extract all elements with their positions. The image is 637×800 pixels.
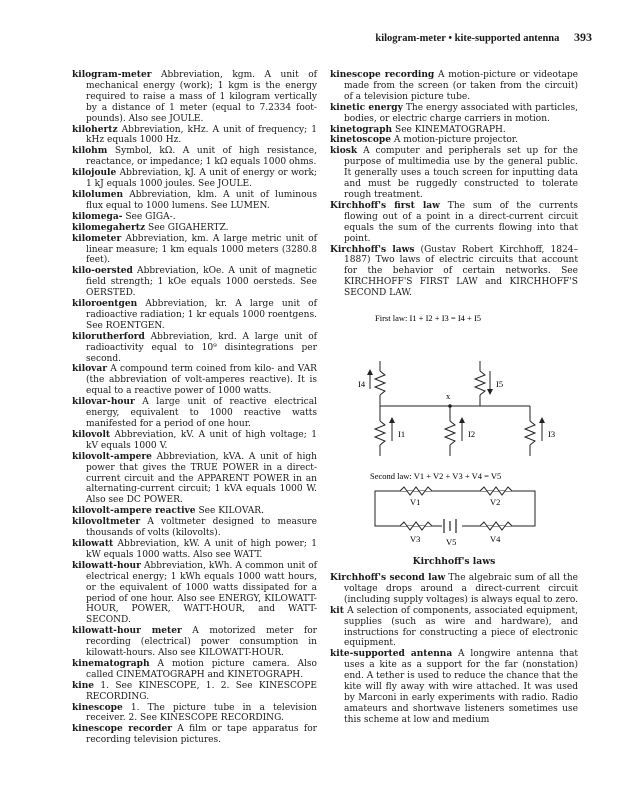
entry-term: kilowatt bbox=[72, 538, 114, 549]
entry-definition: Abbreviation, kOe. A unit of magnetic field strength; 1 kOe equals 1000 oersteds. See OERSTED. bbox=[86, 266, 317, 299]
entry-term: kinescope recording bbox=[330, 70, 435, 80]
dictionary-entry bbox=[72, 626, 317, 659]
entry-definition: The sum of the currents flowing out of a point in a direct-current circuit equals the sum of the currents flowing into that point. bbox=[344, 200, 578, 244]
running-title: kilogram-meter • kite-supported antenna bbox=[375, 33, 560, 44]
dictionary-entry bbox=[72, 397, 317, 430]
dictionary-entry bbox=[72, 430, 317, 452]
entry-definition: The algebraic sum of all the voltage drops around a direct-current circuit (including supply voltages) is always equal to zero. bbox=[344, 573, 578, 605]
dictionary-entry bbox=[330, 573, 578, 606]
dictionary-entry bbox=[330, 103, 578, 125]
entry-term: kilowatt-hour bbox=[72, 560, 141, 571]
entry-definition: A motorized meter for recording (electrical) power consumption in kilowatt-hours. Also see KILOWATT-HOUR. bbox=[86, 626, 317, 659]
dictionary-entry bbox=[330, 606, 578, 650]
entry-term: kilomegahertz bbox=[72, 222, 146, 233]
dictionary-entry bbox=[330, 649, 578, 725]
dictionary-entry bbox=[72, 168, 317, 190]
entry-term: kine bbox=[72, 680, 95, 691]
entry-definition: Abbreviation, kVA. A unit of high power that gives the TRUE POWER in a direct-current circuit and the APPARENT POWER in an alternating-current circuit; 1 kVA equals 1000 W. Also see DC POWER. bbox=[86, 451, 317, 506]
dictionary-entry bbox=[330, 70, 578, 103]
entry-term: kilohertz bbox=[72, 124, 118, 135]
entry-term: kilovolt-ampere reactive bbox=[72, 506, 196, 517]
entry-term: kiosk bbox=[330, 146, 358, 157]
dictionary-entry bbox=[72, 146, 317, 168]
dictionary-entry bbox=[330, 146, 578, 201]
dictionary-entry bbox=[72, 234, 317, 267]
entry-definition: Abbreviation, kr. A large unit of radioactive radiation; 1 kr equals 1000 roentgens. See ROENTGEN. bbox=[86, 299, 317, 331]
entry-definition: Abbreviation, kJ. A unit of energy or work; 1 kJ equals 1000 joules. See JOULE. bbox=[86, 168, 317, 190]
entry-definition: 1. The picture tube in a television receiver. 2. See KINESCOPE RECORDING. bbox=[86, 702, 317, 724]
entry-definition: A longwire antenna that uses a kite as a support for the far (nonstation) end. A tether is used to reduce the chance that the kite will fly away with wire attached. It was used by Marconi in early experiments with radio. Radio amateurs and shortwave listeners sometimes use this scheme at low and medium bbox=[344, 649, 578, 725]
entry-term: kilowatt-hour meter bbox=[72, 626, 182, 637]
label-i1: I1 bbox=[398, 429, 406, 440]
dictionary-entry bbox=[72, 561, 317, 626]
dictionary-entry bbox=[72, 299, 317, 332]
entry-term: kinescope recorder bbox=[72, 724, 172, 735]
left-column bbox=[72, 70, 317, 746]
entry-term: kilometer bbox=[72, 233, 122, 244]
entry-definition: Symbol, kΩ. A unit of high resistance, reactance, or impedance; 1 kΩ equals 1000 ohms. bbox=[86, 146, 317, 168]
dictionary-entry bbox=[330, 125, 578, 136]
dictionary-entry bbox=[72, 266, 317, 299]
entry-definition: See GIGA-. bbox=[125, 211, 176, 222]
entry-definition: See GIGAHERTZ. bbox=[148, 222, 229, 233]
running-header bbox=[72, 30, 592, 45]
right-entries-top bbox=[330, 70, 578, 299]
label-i5: I5 bbox=[496, 379, 504, 390]
dictionary-entry bbox=[72, 212, 317, 223]
dictionary-entry bbox=[72, 724, 317, 746]
dictionary-entry bbox=[72, 659, 317, 681]
battery-gap bbox=[442, 518, 462, 534]
label-v4: V4 bbox=[490, 534, 501, 545]
entry-definition: A motion-picture or videotape made from the screen (or taken from the circuit) of a television picture tube. bbox=[344, 70, 578, 102]
entry-term: kilohm bbox=[72, 146, 108, 157]
label-i3: I3 bbox=[548, 429, 556, 440]
entry-term: Kirchhoff's laws bbox=[330, 244, 415, 255]
entry-definition: A film or tape apparatus for recording television pictures. bbox=[86, 724, 317, 746]
dictionary-entry bbox=[72, 190, 317, 212]
entry-term: kinescope bbox=[72, 702, 123, 713]
right-entries-bottom bbox=[330, 573, 578, 726]
entry-term: kinetic energy bbox=[330, 102, 403, 113]
entry-definition: The energy associated with particles, bodies, or electric charge carriers in motion. bbox=[344, 102, 578, 124]
entry-definition: Abbreviation, kW. A unit of high power; 1 kW equals 1000 watts. Also see WATT. bbox=[86, 538, 317, 560]
entry-term: Kirchhoff's second law bbox=[330, 573, 446, 584]
entry-definition: Abbreviation, kgm. A unit of mechanical energy (work); 1 kgm is the energy required to raise a mass of 1 kilogram vertically by a distance of 1 meter (equal to 7.2334 foot-pounds). Also see JOULE. bbox=[86, 70, 317, 124]
label-v3: V3 bbox=[410, 534, 421, 545]
entry-definition: A motion picture camera. Also called CINEMATOGRAPH and KINETOGRAPH. bbox=[86, 658, 317, 680]
entry-term: kilovolt bbox=[72, 429, 111, 440]
entry-definition: Abbreviation, krd. A large unit of radioactivity equal to 10⁹ disintegrations per second. bbox=[86, 331, 317, 364]
second-law-text: Second law: V1 + V2 + V3 + V4 = V5 bbox=[370, 471, 502, 482]
entry-term: Kirchhoff's first law bbox=[330, 200, 440, 211]
dictionary-entry bbox=[72, 364, 317, 397]
entry-term: kilogram-meter bbox=[72, 70, 152, 80]
entry-term: kiloroentgen bbox=[72, 299, 138, 310]
entry-definition: A large unit of reactive electrical energy, equivalent to 1000 reactive watts manifested for a period of one hour. bbox=[86, 397, 317, 429]
entry-definition: Abbreviation, kWh. A common unit of electrical energy; 1 kWh equals 1000 watt hours, or the equivalent of 1000 watts dissipated for a period of one hour. Also see ENERGY, KILOWATT-HOUR, POWER, WATT-HOUR, and WATT-SECOND. bbox=[86, 560, 317, 626]
entry-term: kinematograph bbox=[72, 658, 150, 669]
entry-definition: See KINEMATOGRAPH. bbox=[395, 124, 506, 135]
first-law-text: First law: I1 + I2 + I3 = I4 + I5 bbox=[375, 313, 482, 324]
dictionary-entry bbox=[72, 517, 317, 539]
entry-term: kilovoltmeter bbox=[72, 517, 141, 528]
dictionary-entry bbox=[72, 681, 317, 703]
entry-definition: A motion-picture projector. bbox=[393, 135, 519, 146]
entry-term: kilojoule bbox=[72, 168, 117, 179]
current-arrows bbox=[367, 369, 545, 441]
kirchhoff-diagram bbox=[330, 311, 578, 551]
entry-term: kilomega- bbox=[72, 211, 123, 222]
dictionary-entry bbox=[72, 539, 317, 561]
entry-definition: (Gustav Robert Kirchhoff, 1824–1887) Two laws of electric circuits that account for the behavior of certain networks. See KIRCHHOFF'S FIRST LAW and KIRCHHOFF'S SECOND LAW. bbox=[344, 244, 578, 299]
first-law-circuit bbox=[375, 361, 535, 456]
entry-definition: A voltmeter designed to measure thousands of volts (kilovolts). bbox=[86, 517, 317, 539]
dictionary-entry bbox=[72, 332, 317, 365]
entry-term: kilolumen bbox=[72, 189, 124, 200]
entry-term: kilovar-hour bbox=[72, 397, 135, 408]
entry-definition: A computer and peripherals set up for the purpose of multimedia use by the general public. It generally uses a touch screen for inputting data and must be ruggedly constructed to tolerate rough treatment. bbox=[344, 146, 578, 200]
dictionary-entry bbox=[72, 452, 317, 507]
dictionary-entry bbox=[72, 703, 317, 725]
figure-caption: Kirchhoff's laws bbox=[412, 556, 496, 568]
right-column bbox=[330, 70, 578, 726]
dictionary-entry bbox=[330, 245, 578, 300]
entry-definition: 1. See KINESCOPE, 1. 2. See KINESCOPE RECORDING. bbox=[86, 680, 317, 702]
junction-point bbox=[448, 404, 452, 408]
label-v5: V5 bbox=[446, 537, 457, 548]
label-x: x bbox=[446, 391, 451, 402]
entry-term: kinetoscope bbox=[330, 135, 391, 146]
entry-term: kinetograph bbox=[330, 124, 393, 135]
dictionary-entry bbox=[72, 70, 317, 125]
entry-term: kilorutherford bbox=[72, 331, 145, 342]
kirchhoff-figure bbox=[330, 311, 578, 568]
entry-definition: Abbreviation, kV. A unit of high voltage; 1 kV equals 1000 V. bbox=[86, 429, 317, 451]
entry-term: kilovar bbox=[72, 364, 108, 375]
entry-definition: A compound term coined from kilo- and VAR (the abbreviation of volt-amperes reactive). It is equal to a reactive power of 1000 watts. bbox=[86, 364, 317, 397]
dictionary-entry bbox=[330, 135, 578, 146]
entry-term: kilovolt-ampere bbox=[72, 451, 152, 462]
entry-term: kilo-oersted bbox=[72, 266, 133, 277]
label-i2: I2 bbox=[468, 429, 476, 440]
dictionary-entry bbox=[72, 506, 317, 517]
entry-definition: Abbreviation, km. A large metric unit of linear measure; 1 km equals 1000 meters (3280.8 feet). bbox=[86, 233, 317, 266]
entry-definition: Abbreviation, kHz. A unit of frequency; 1 kHz equals 1000 Hz. bbox=[86, 124, 317, 146]
entry-definition: A selection of components, associated equipment, supplies (such as wire and hardware), and instructions for constructing a piece of electronic equipment. bbox=[344, 605, 578, 649]
label-i4: I4 bbox=[358, 379, 366, 390]
page-number: 393 bbox=[574, 30, 592, 44]
label-v1: V1 bbox=[410, 497, 421, 508]
dictionary-entry bbox=[72, 125, 317, 147]
entry-term: kit bbox=[330, 605, 344, 616]
dictionary-entry bbox=[330, 201, 578, 245]
entry-definition: See KILOVAR. bbox=[198, 506, 264, 517]
entry-term: kite-supported antenna bbox=[330, 649, 453, 660]
dictionary-entry bbox=[72, 223, 317, 234]
entry-definition: Abbreviation, klm. A unit of luminous flux equal to 1000 lumens. See LUMEN. bbox=[86, 189, 317, 211]
label-v2: V2 bbox=[490, 497, 501, 508]
